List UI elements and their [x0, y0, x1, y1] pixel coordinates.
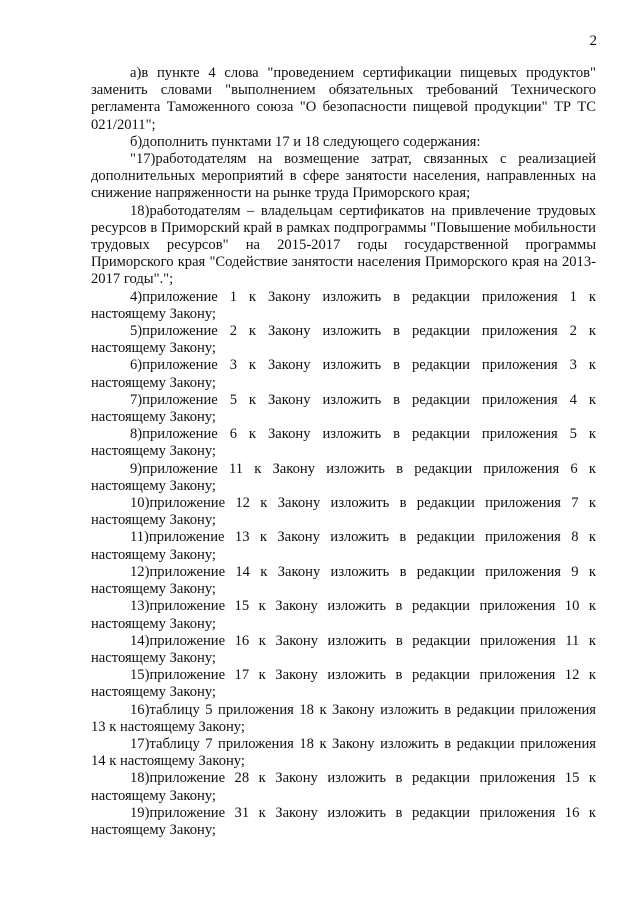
paragraph-item-18: 18)работодателям – владельцам сертификатов на привлечение трудовых ресурсов в Приморский край в рамках подпрограммы "Повышение мобильности трудовых ресурсов" на 2015-2017 годы государственной программы Приморского края "Содействие занятости населения Приморского края на 2013-2017 годы".";	[91, 202, 596, 288]
list-item: 15)приложение 17 к Закону изложить в редакции приложения 12 к настоящему Закону;	[91, 667, 596, 701]
list-item: 8)приложение 6 к Закону изложить в редакции приложения 5 к настоящему Закону;	[91, 426, 596, 460]
paragraph-a: а)в пункте 4 слова "проведением сертификации пищевых продуктов" заменить словами "выполнением обязательных требований Технического регламента Таможенного союза "О безопасности пищевой продукции" ТР ТС 021/2011";	[91, 65, 596, 133]
paragraph-item-17: "17)работодателям на возмещение затрат, связанных с реализацией дополнительных мероприятий в сфере занятости населения, направленных на снижение напряженности на рынке труда Приморского края;	[91, 151, 596, 202]
list-item: 14)приложение 16 к Закону изложить в редакции приложения 11 к настоящему Закону;	[91, 632, 596, 666]
list-item: 5)приложение 2 к Закону изложить в редакции приложения 2 к настоящему Закону;	[91, 323, 596, 357]
list-item: 7)приложение 5 к Закону изложить в редакции приложения 4 к настоящему Закону;	[91, 391, 596, 426]
list-item: 17)таблицу 7 приложения 18 к Закону изложить в редакции приложения 14 к настоящему Закону;	[91, 735, 596, 770]
list-item: 11)приложение 13 к Закону изложить в редакции приложения 8 к настоящему Закону;	[91, 529, 596, 563]
list-item: 16)таблицу 5 приложения 18 к Закону изложить в редакции приложения 13 к настоящему Закону;	[91, 701, 596, 735]
list-item: 12)приложение 14 к Закону изложить в редакции приложения 9 к настоящему Закону;	[91, 563, 596, 598]
list-item: 10)приложение 12 к Закону изложить в редакции приложения 7 к настоящему Закону;	[91, 495, 596, 529]
list-item: 9)приложение 11 к Закону изложить в редакции приложения 6 к настоящему Закону;	[91, 460, 596, 494]
list-item: 13)приложение 15 к Закону изложить в редакции приложения 10 к настоящему Закону;	[91, 598, 596, 632]
document-body	[91, 65, 596, 839]
page-number: 2	[589, 33, 597, 49]
list-item: 19)приложение 31 к Закону изложить в редакции приложения 16 к настоящему Закону;	[91, 804, 596, 838]
list-item: 4)приложение 1 к Закону изложить в редакции приложения 1 к настоящему Закону;	[91, 288, 596, 322]
paragraph-b: б)дополнить пунктами 17 и 18 следующего содержания:	[130, 133, 481, 150]
list-item: 18)приложение 28 к Закону изложить в редакции приложения 15 к настоящему Закону;	[91, 770, 596, 804]
list-item: 6)приложение 3 к Закону изложить в редакции приложения 3 к настоящему Закону;	[91, 357, 596, 391]
